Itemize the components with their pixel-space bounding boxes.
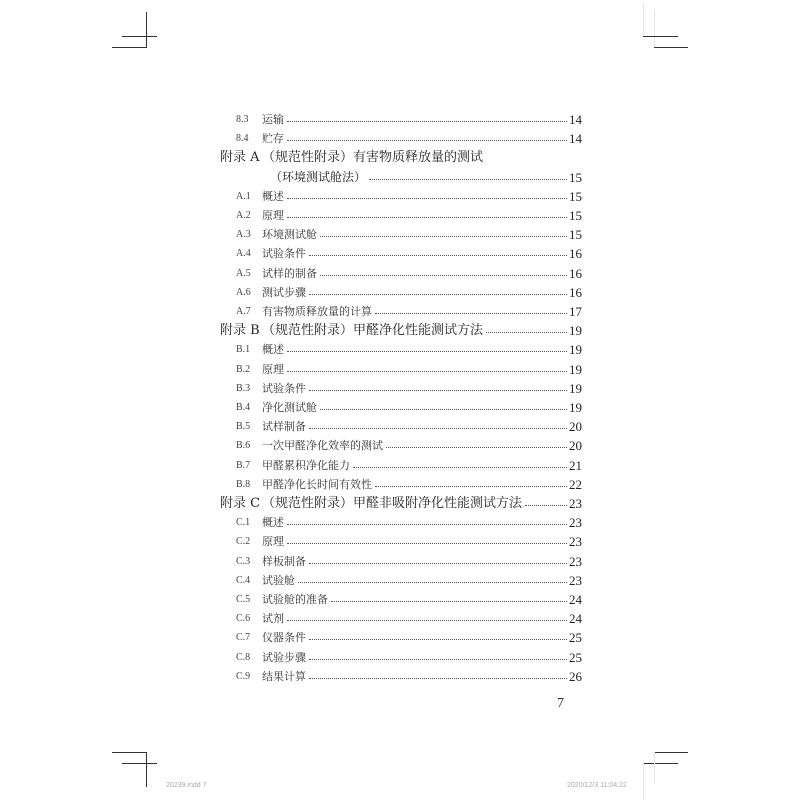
toc-dot-leader	[287, 198, 567, 199]
toc-entry-number: C.2	[236, 536, 251, 548]
toc-entry[interactable]	[220, 340, 582, 359]
toc-entry-title: 试验舱	[262, 573, 295, 587]
crop-line	[643, 763, 644, 800]
toc-dot-leader	[287, 121, 567, 122]
toc-entry[interactable]	[220, 360, 582, 379]
toc-entry[interactable]	[220, 283, 582, 302]
toc-page-number: 23	[569, 553, 582, 569]
footer-file-slug: 20239.indd 7	[166, 782, 207, 789]
toc-entry-number: C.7	[236, 632, 251, 644]
crop-line	[146, 12, 147, 47]
toc-entry-number: 8.4	[236, 133, 249, 145]
crop-line	[643, 36, 678, 37]
toc-entry[interactable]	[220, 302, 582, 321]
toc-entry[interactable]	[220, 628, 582, 647]
toc-entry-number: A.3	[236, 229, 251, 241]
toc-page-number: 16	[569, 265, 582, 281]
page-number: 7	[557, 696, 564, 711]
toc-page-number: 15	[569, 208, 582, 223]
toc-entry[interactable]	[220, 552, 582, 571]
toc-entry-number: A.4	[236, 248, 251, 260]
toc-entry-number: C.6	[236, 613, 251, 625]
toc-dot-leader	[287, 543, 567, 544]
crop-line	[122, 36, 157, 37]
toc-entry-title: 试剂	[262, 612, 284, 626]
toc-page-number: 25	[569, 630, 582, 646]
toc-dot-leader	[309, 678, 567, 679]
toc-entry[interactable]	[220, 456, 582, 475]
toc-entry-title: 净化测试舱	[262, 401, 317, 414]
toc-dot-leader	[287, 524, 567, 525]
toc-entry[interactable]	[220, 532, 582, 551]
toc-page-number: 16	[569, 246, 582, 262]
toc-dot-leader	[320, 409, 567, 410]
toc-dot-leader	[287, 351, 567, 352]
toc-dot-leader	[287, 217, 567, 218]
toc-dot-leader	[309, 294, 567, 295]
toc-dot-leader	[375, 486, 567, 487]
toc-entry[interactable]	[220, 475, 582, 494]
toc-entry-title: 试验条件	[262, 381, 306, 395]
toc-page-number: 24	[569, 611, 582, 627]
toc-dot-leader	[287, 371, 567, 372]
toc-dot-leader	[287, 620, 567, 621]
toc-dot-leader	[309, 255, 567, 256]
toc-entry-title: 试验步骤	[262, 650, 306, 664]
toc-page-number: 23	[569, 572, 582, 588]
toc-entry-number: A.6	[236, 286, 251, 298]
toc-dot-leader	[309, 639, 567, 640]
crop-line	[654, 752, 688, 753]
toc-entry-title: 概述	[262, 516, 284, 530]
toc-dot-leader	[320, 275, 567, 276]
footer-timestamp: 2020/12/3 11:04:22	[567, 782, 627, 789]
toc-entry-title: （规范性附录）甲醛非吸附净化性能测试方法	[262, 496, 523, 511]
toc-entry-number: B.3	[236, 382, 251, 394]
toc-entry-number: B.2	[236, 363, 251, 375]
toc-entry[interactable]	[220, 436, 582, 455]
toc-dot-leader	[309, 563, 567, 564]
toc-page-number: 20	[569, 438, 582, 454]
toc-entry[interactable]	[220, 590, 582, 609]
toc-entry-title: 试样制备	[262, 420, 306, 434]
toc-page-number: 16	[569, 284, 582, 300]
toc-entry[interactable]	[220, 417, 582, 436]
toc-entry[interactable]	[220, 225, 582, 244]
toc-page-number: 20	[569, 419, 582, 435]
crop-line	[122, 763, 157, 764]
toc-dot-leader	[298, 582, 567, 583]
crop-line	[654, 752, 655, 784]
toc-page-number: 23	[569, 515, 582, 531]
toc-dot-leader	[525, 505, 567, 506]
toc-dot-leader	[309, 659, 567, 660]
toc-dot-leader	[375, 313, 567, 314]
toc-entry-number: A.7	[236, 306, 251, 317]
toc-page-number: 17	[569, 304, 582, 319]
crop-line	[112, 47, 147, 48]
toc-entry[interactable]	[220, 648, 582, 667]
toc-dot-leader	[386, 447, 567, 448]
toc-page-number: 23	[569, 534, 582, 550]
toc-entry-number: 8.3	[236, 114, 249, 125]
crop-line	[146, 752, 147, 787]
toc-entry-number: C.9	[236, 670, 251, 682]
toc-dot-leader	[369, 179, 567, 180]
toc-entry-title: 样板制备	[262, 554, 306, 568]
crop-line	[654, 47, 688, 48]
toc-page-number: 25	[569, 649, 582, 665]
toc-entry[interactable]	[220, 609, 582, 628]
toc-page-number: 19	[569, 323, 582, 339]
toc-page-number: 24	[569, 592, 582, 607]
toc-entry-number: B.7	[236, 459, 251, 471]
toc-dot-leader	[320, 236, 567, 237]
toc-entry-title: （规范性附录）甲醛净化性能测试方法	[262, 323, 484, 339]
toc-entry-number: B.8	[236, 478, 251, 490]
crop-line	[654, 10, 655, 47]
toc-dot-leader	[486, 332, 567, 333]
toc-page-number: 23	[569, 496, 582, 511]
toc-entry-title: 原理	[262, 209, 284, 222]
toc-entry-number: B.5	[236, 421, 251, 433]
toc-page-number: 19	[569, 400, 582, 415]
toc-entry-number: A.5	[236, 267, 251, 279]
toc-entry-number: A.1	[236, 190, 251, 202]
toc-entry-number: 附录 C	[220, 496, 261, 511]
toc-entry-title: 试样的制备	[262, 266, 317, 280]
toc-entry[interactable]	[220, 264, 582, 283]
toc-entry[interactable]	[220, 206, 582, 225]
crop-line	[643, 763, 678, 764]
toc-entry-number: 附录 B	[220, 323, 260, 339]
toc-entry[interactable]	[220, 244, 582, 263]
toc-page-number: 21	[569, 457, 582, 473]
toc-page-number: 19	[569, 380, 582, 396]
toc-entry-title: （规范性附录）有害物质释放量的测试	[262, 150, 484, 166]
toc-page-number: 19	[569, 342, 582, 358]
toc-entry-number: B.6	[236, 440, 251, 452]
toc-appendix-entry[interactable]	[220, 148, 582, 167]
toc-entry-number: 附录 A	[220, 150, 260, 166]
toc-entry-title: 原理	[262, 535, 284, 549]
toc-entry-number: C.3	[236, 555, 251, 567]
toc-entry-title: 原理	[262, 362, 284, 376]
toc-page-number: 15	[569, 169, 582, 185]
toc-entry-number: A.2	[236, 210, 251, 221]
toc-entry-title: 测试步骤	[262, 285, 306, 299]
toc-page-number: 22	[569, 476, 582, 492]
toc-entry-title: 结果计算	[262, 669, 306, 683]
crop-line	[112, 752, 147, 753]
toc-entry-title: 贮存	[262, 132, 284, 146]
toc-entry-title: 概述	[262, 343, 284, 357]
toc-page-number: 15	[569, 188, 582, 204]
toc-appendix-entry[interactable]	[220, 494, 582, 513]
toc-page-number: 15	[569, 227, 582, 243]
toc-entry-title: 概述	[262, 189, 284, 203]
toc-entry[interactable]	[220, 398, 582, 417]
toc-entry-number: B.4	[236, 402, 251, 413]
toc-entry-title: 环境测试舱	[262, 228, 317, 242]
toc-page-number: 14	[569, 131, 582, 147]
toc-entry-number: C.5	[236, 594, 251, 605]
toc-entry[interactable]	[220, 379, 582, 398]
toc-entry-continuation[interactable]	[220, 168, 582, 187]
toc-entry[interactable]	[220, 513, 582, 532]
toc-dot-leader	[309, 428, 567, 429]
toc-entry-title: 试验舱的准备	[262, 593, 328, 606]
toc-entry-number: C.4	[236, 574, 251, 586]
toc-entry-title: 甲醛累积净化能力	[262, 458, 350, 472]
toc-page-number: 26	[569, 668, 582, 684]
toc-entry-title: 一次甲醛净化效率的测试	[262, 439, 383, 453]
toc-entry-title: 仪器条件	[262, 631, 306, 645]
toc-entry-number: B.1	[236, 344, 251, 356]
toc-appendix-entry[interactable]	[220, 321, 582, 340]
toc-dot-leader	[353, 467, 567, 468]
toc-entry[interactable]	[220, 667, 582, 686]
toc-entry-title: （环境测试舱法）	[270, 169, 367, 184]
toc-page-number: 14	[569, 112, 582, 127]
toc-dot-leader	[331, 601, 567, 602]
toc-dot-leader	[287, 140, 567, 141]
toc-entry[interactable]	[220, 571, 582, 590]
toc-entry-title: 有害物质释放量的计算	[262, 305, 372, 318]
toc-page-number: 19	[569, 361, 582, 377]
toc-entry[interactable]	[220, 110, 582, 129]
toc-entry[interactable]	[220, 129, 582, 148]
toc-dot-leader	[309, 390, 567, 391]
toc-entry-title: 试验条件	[262, 247, 306, 261]
crop-line	[643, 2, 644, 36]
toc-entry-title: 甲醛净化长时间有效性	[262, 477, 372, 491]
toc-entry-number: C.8	[236, 651, 251, 663]
toc-entry[interactable]	[220, 187, 582, 206]
toc-entry-title: 运输	[262, 113, 284, 126]
toc-entry-number: C.1	[236, 517, 251, 529]
